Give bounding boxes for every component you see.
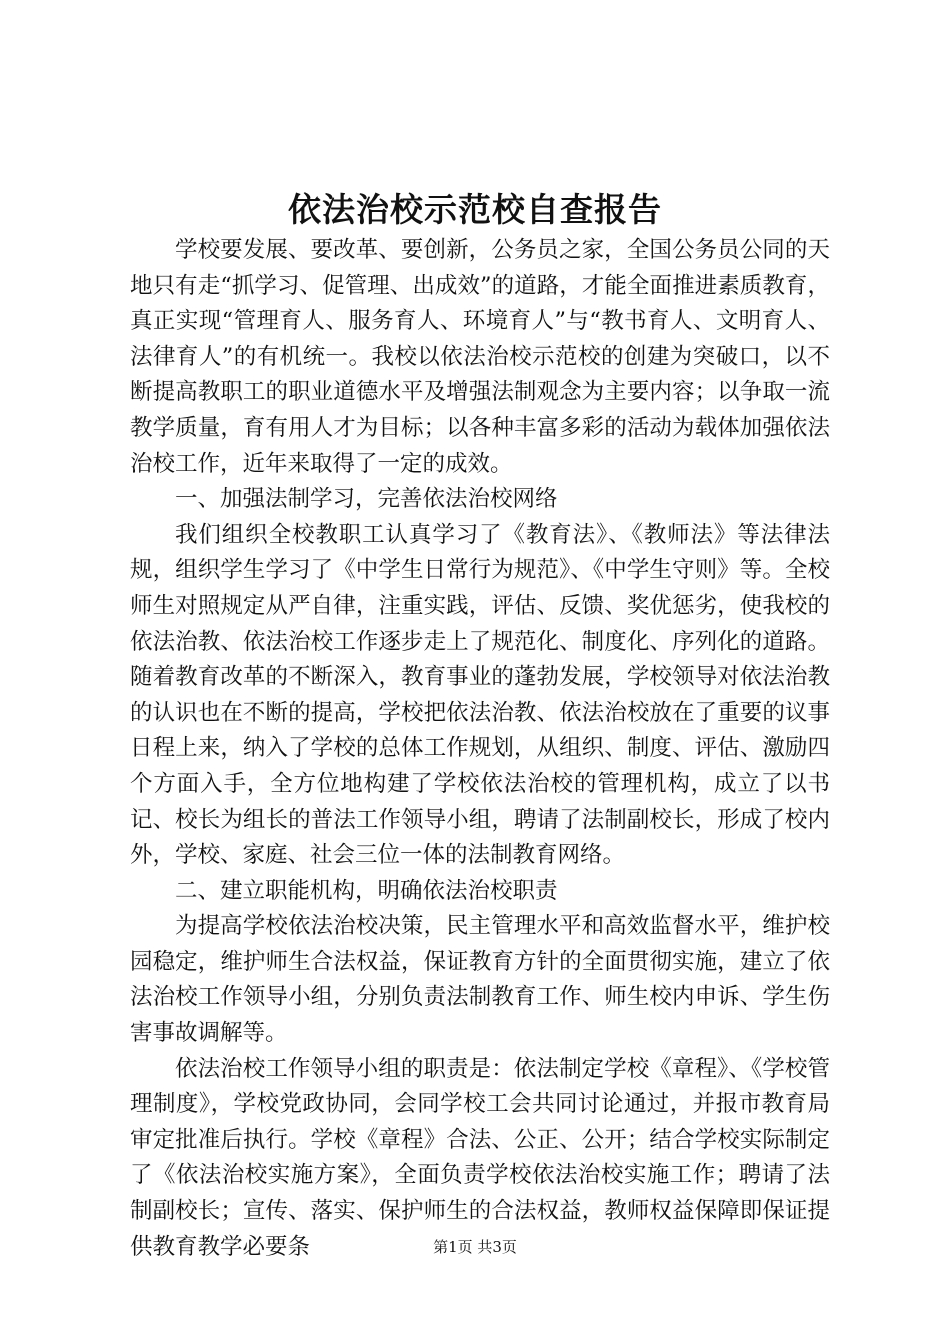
- document-title: 依法治校示范校自查报告: [288, 190, 662, 229]
- paragraph-section-1: 我们组织全校教职工认真学习了《教育法》、《教师法》等法律法规，组织学生学习了《中学生日常行为规范》、《中学生守则》等。全校师生对照规定从严自律，注重实践，评估、反馈、奖优惩劣，使我校的依法治教、依法治校工作逐步走上了规范化、制度化、序列化的道路。随着教育改革的不断深入，教育事业的蓬勃发展，学校领导对依法治教的认识也在不断的提高，学校把依法治教、依法治校放在了重要的议事日程上来，纳入了学校的总体工作规划，从组织、制度、评估、激励四个方面入手，全方位地构建了学校依法治校的管理机构，成立了以书记、校长为组长的普法工作领导小组，聘请了法制副校长，形成了校内外，学校、家庭、社会三位一体的法制教育网络。: [130, 521, 830, 869]
- page-footer: 第1页 共3页: [433, 1238, 517, 1256]
- document-body: [130, 233, 830, 1265]
- section-heading-2: 二、建立职能机构，明确依法治校职责: [175, 877, 558, 904]
- section-heading-1: 一、加强法制学习，完善依法治校网络: [175, 486, 558, 513]
- paragraph-section-2: 为提高学校依法治校决策，民主管理水平和高效监督水平，维护校园稳定，维护师生合法权益，保证教育方针的全面贯彻实施，建立了依法治校工作领导小组，分别负责法制教育工作、师生校内申诉、学生伤害事故调解等。: [130, 913, 830, 1047]
- paragraph-intro: 学校要发展、要改革、要创新，公务员之家，全国公务员公同的天地只有走“抓学习、促管理、出成效”的道路，才能全面推进素质教育，真正实现“管理育人、服务育人、环境育人”与“教书育人、文明育人、法律育人”的有机统一。我校以依法治校示范校的创建为突破口，以不断提高教职工的职业道德水平及增强法制观念为主要内容；以争取一流教学质量，育有用人才为目标；以各种丰富多彩的活动为载体加强依法治校工作，近年来取得了一定的成效。: [130, 237, 830, 477]
- paragraph-duties: 依法治校工作领导小组的职责是：依法制定学校《章程》、《学校管理制度》，学校党政协同，会同学校工会共同讨论通过，并报市教育局审定批准后执行。学校《章程》合法、公正、公开；结合学校实际制定了《依法治校实施方案》，全面负责学校依法治校实施工作；聘请了法制副校长；宣传、落实、保护师生的合法权益，教师权益保障即保证提供教育教学必要条: [130, 1055, 830, 1260]
